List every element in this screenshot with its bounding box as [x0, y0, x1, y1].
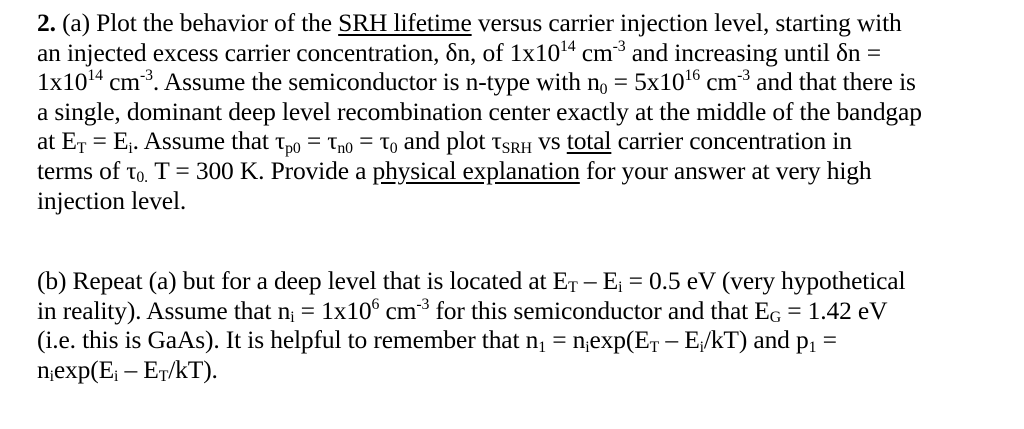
text-line — [37, 8, 1007, 38]
text-run: and that there is — [749, 67, 916, 97]
text-run: and increasing until δn = — [625, 37, 881, 67]
text-run: . Assume that τ — [132, 126, 286, 156]
subscript: G — [769, 309, 781, 327]
subscript: i — [290, 309, 295, 327]
text-run: for your answer at very high — [579, 155, 872, 185]
subscript: i — [585, 338, 590, 356]
text-run: Plot the behavior of the — [96, 8, 339, 37]
subscript: i — [49, 368, 54, 386]
text-run: versus carrier injection level, starting with — [471, 8, 902, 37]
text-run: at E — [37, 126, 77, 156]
text-run: exp(E — [589, 325, 650, 355]
subscript: 1 — [808, 338, 817, 356]
text-run: n — [37, 354, 50, 384]
underlined-term-physical-explanation: physical explanation — [372, 155, 580, 185]
subscript: 0 — [389, 139, 398, 157]
superscript: 6 — [371, 295, 380, 313]
text-run: – E — [118, 354, 159, 384]
problem-number: 2. — [37, 8, 56, 37]
part-a-paragraph — [37, 8, 1007, 215]
subscript: p0 — [285, 139, 301, 157]
text-run: /kT) and p — [703, 325, 809, 355]
superscript: 14 — [87, 67, 103, 85]
text-line — [37, 67, 1007, 97]
text-run: T = 300 K. Provide a — [147, 155, 373, 185]
text-run: /kT). — [168, 354, 218, 384]
text-run: . Assume the semiconductor is n-type with n — [152, 67, 600, 97]
subscript: T — [649, 338, 660, 356]
text-run: = 1.42 eV — [780, 295, 888, 325]
text-line — [37, 97, 1007, 127]
subscript: T — [158, 368, 169, 386]
text-run: a single, dominant deep level recombination center exactly at the middle of the bandgap — [37, 96, 922, 126]
superscript: 14 — [560, 37, 576, 55]
subscript: T — [76, 139, 87, 157]
part-b-paragraph — [37, 266, 1007, 384]
text-run: (b) Repeat (a) but for a deep level that is located at E — [37, 266, 569, 295]
text-run: (i.e. this is GaAs). It is helpful to remember that n — [37, 325, 539, 355]
text-line — [37, 325, 1007, 355]
subscript: SRH — [501, 139, 532, 157]
text-run: = τ — [300, 126, 338, 156]
subscript: i — [699, 338, 704, 356]
text-run: = 0.5 eV (very hypothetical — [622, 266, 906, 295]
underlined-term-srh-lifetime: SRH lifetime — [338, 8, 472, 37]
text-line — [37, 156, 1007, 186]
text-run: terms of τ — [37, 155, 137, 185]
text-run: exp(E — [53, 354, 114, 384]
subscript: 0. — [136, 169, 148, 187]
text-run: = — [816, 325, 837, 355]
text-run: = n — [545, 325, 586, 355]
subscript: n0 — [337, 139, 353, 157]
text-line — [37, 296, 1007, 326]
text-run: injection level. — [37, 185, 187, 215]
text-run: 1x10 — [37, 67, 88, 97]
text-line — [37, 186, 1007, 216]
part-a-label: (a) — [62, 8, 90, 37]
subscript: 0 — [599, 80, 608, 98]
text-line — [37, 266, 1007, 296]
subscript: i — [618, 279, 623, 297]
text-run: and plot τ — [397, 126, 502, 156]
superscript: -3 — [139, 67, 153, 85]
text-run: cm — [102, 67, 140, 97]
subscript: i — [114, 368, 119, 386]
text-run: cm — [700, 67, 738, 97]
text-run: cm — [575, 37, 613, 67]
text-run: an injected excess carrier concentration, δn, of 1x10 — [37, 37, 561, 67]
text-line — [37, 355, 1007, 385]
superscript: 16 — [684, 67, 701, 85]
text-run: – E — [577, 266, 619, 295]
subscript: 1 — [538, 338, 546, 356]
text-run: – E — [659, 325, 700, 355]
subscript: i — [128, 139, 133, 157]
text-line — [37, 38, 1007, 68]
superscript: -3 — [612, 37, 626, 55]
text-run: = 1x10 — [294, 295, 372, 325]
text-run: carrier concentration in — [611, 126, 852, 156]
superscript: -3 — [416, 295, 430, 313]
text-line — [37, 126, 1007, 156]
text-run: for this semiconductor and that E — [429, 295, 770, 325]
text-run: vs — [531, 126, 567, 156]
text-run: = 5x10 — [607, 67, 685, 97]
text-run: cm — [379, 295, 417, 325]
text-run: = τ — [352, 126, 390, 156]
underlined-term-total: total — [566, 126, 612, 156]
subscript: T — [568, 279, 578, 297]
text-run: = E — [86, 126, 129, 156]
text-run: in reality). Assume that n — [37, 295, 291, 325]
superscript: -3 — [737, 67, 750, 85]
